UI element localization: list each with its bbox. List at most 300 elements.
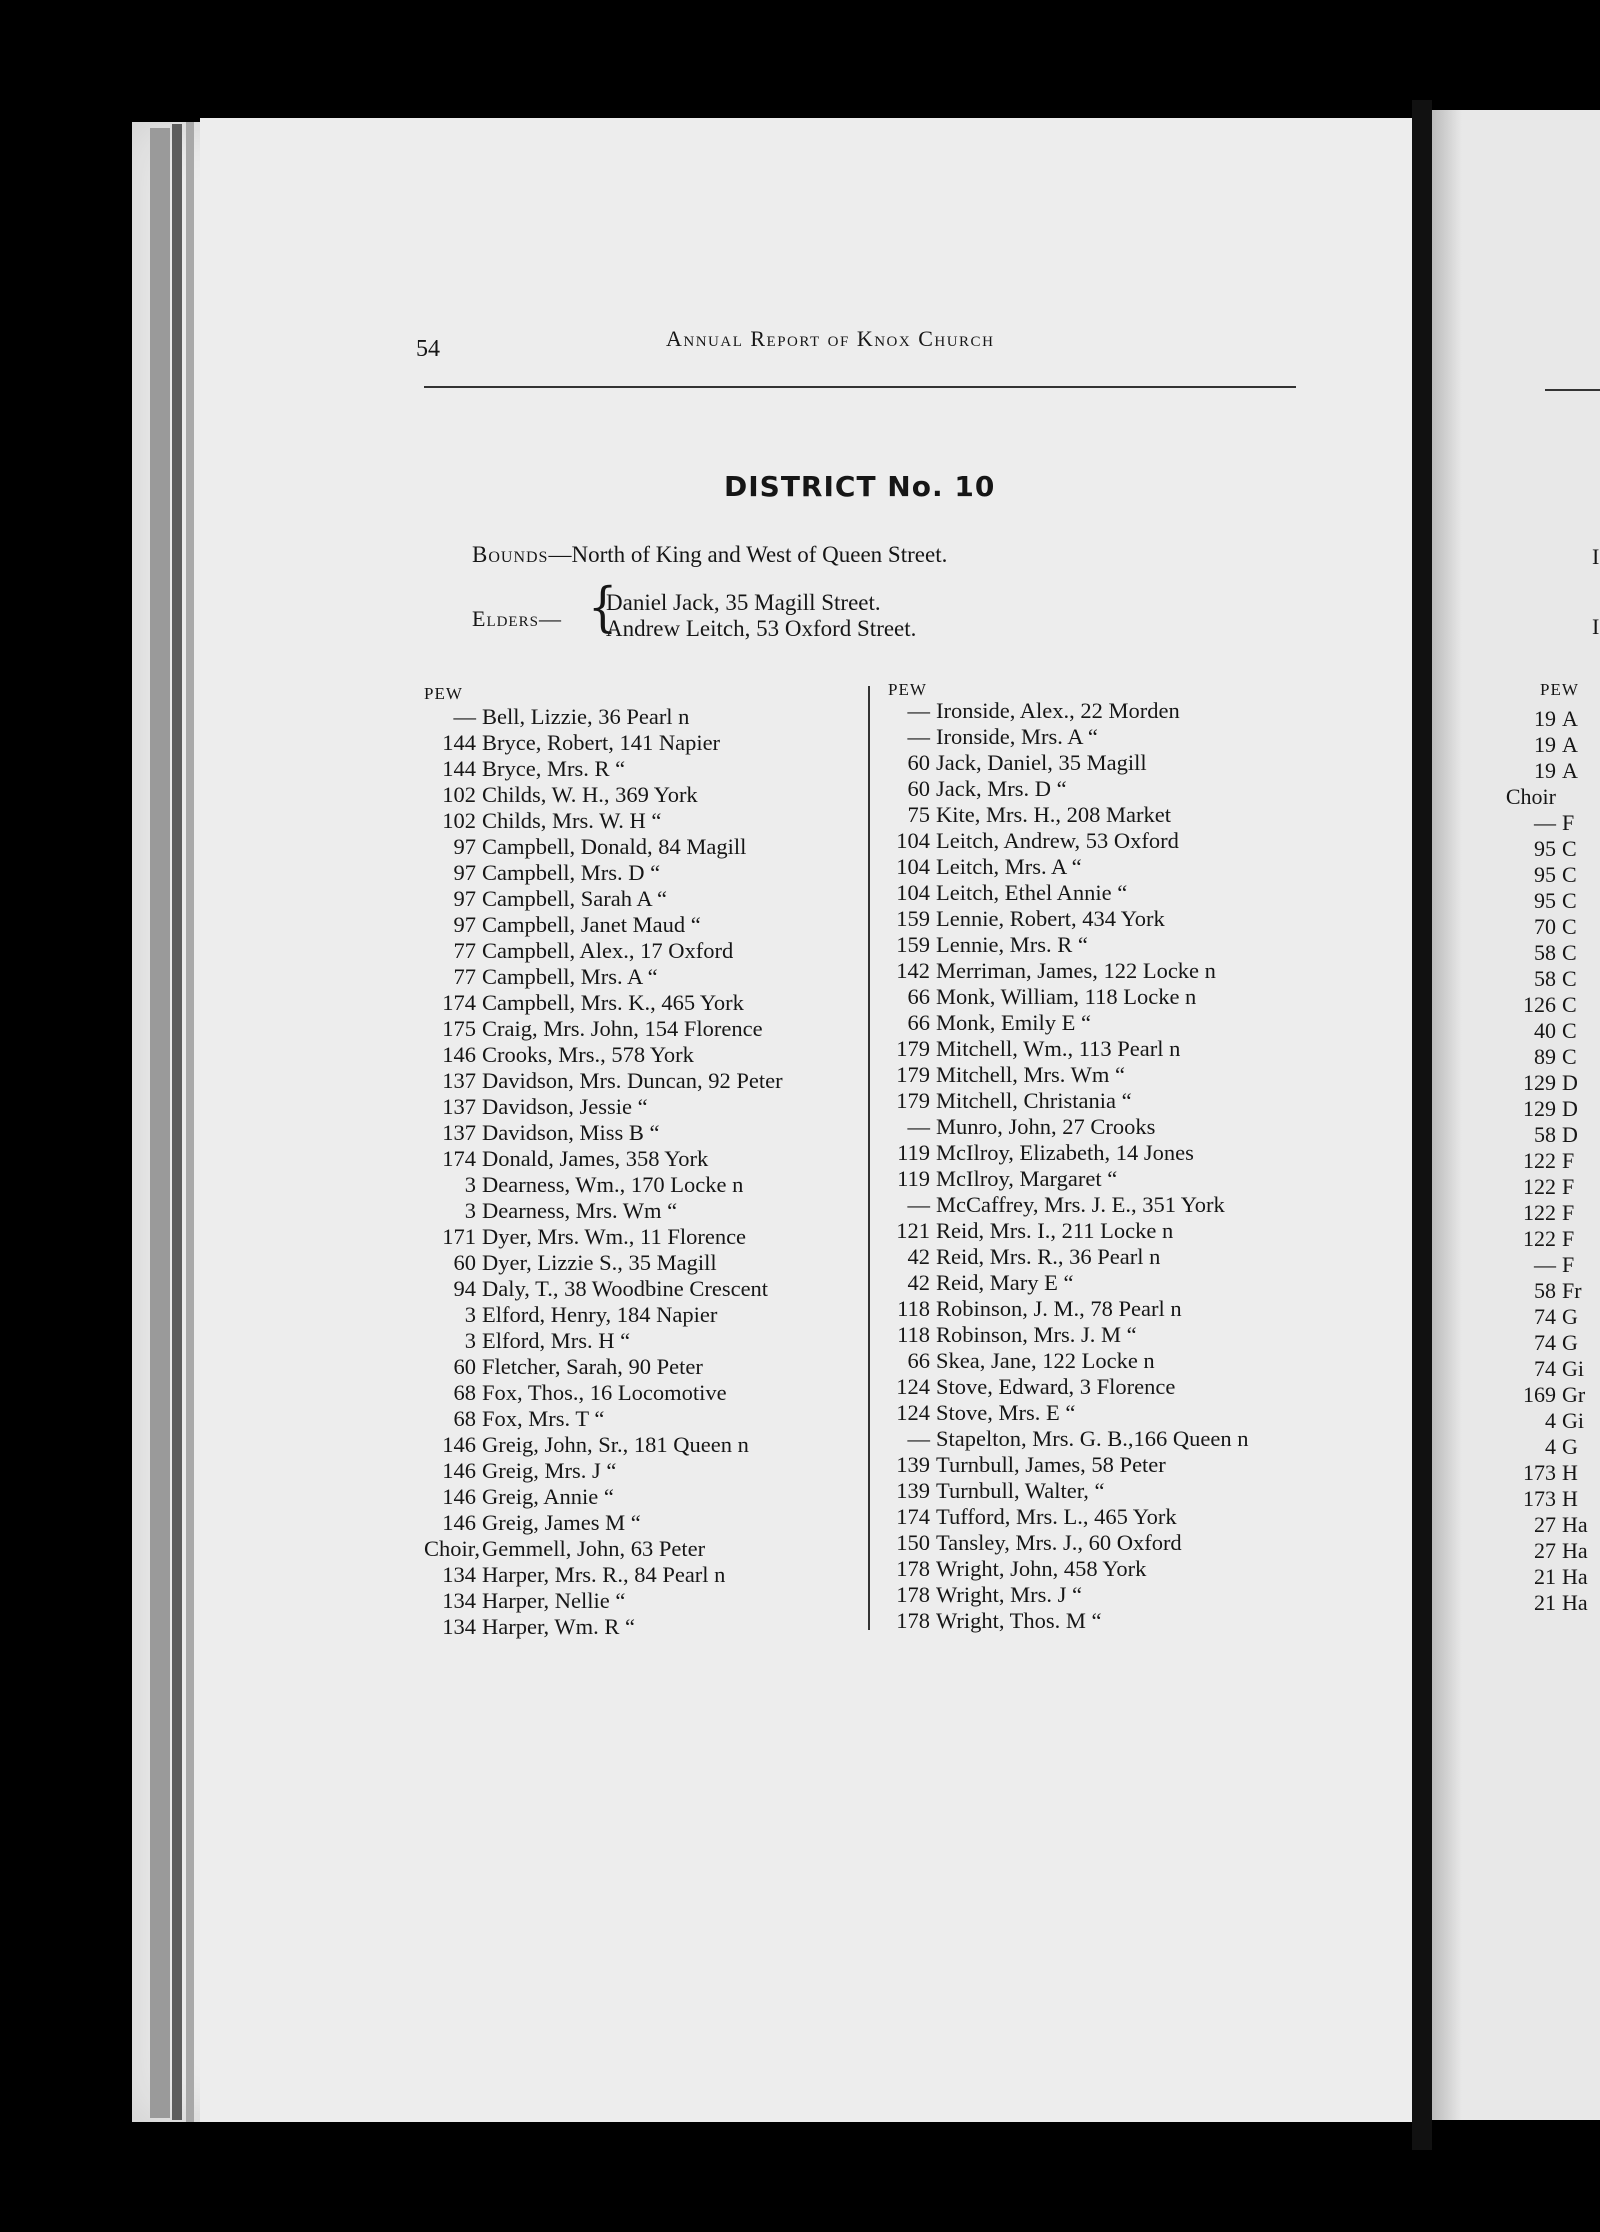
list-item [878,1504,1318,1530]
list-item [878,1478,1318,1504]
pew-number: 119 [897,1140,930,1165]
running-head: Annual Report of Knox Church [666,326,995,351]
pew-number: 174 [442,990,476,1015]
list-item [1498,1382,1600,1408]
list-item [424,1276,864,1302]
member-name: Campbell, Janet Maud “ [482,912,701,937]
list-item [1498,1174,1600,1200]
pew-number: 66 [907,984,930,1009]
pew-number: 139 [896,1478,930,1503]
pew-number: 3 [464,1328,476,1353]
member-name: Skea, Jane, 122 Locke n [936,1348,1155,1373]
pew-number: 68 [453,1380,476,1405]
pew-number: 118 [897,1296,930,1321]
pew-number: 178 [896,1582,930,1607]
pew-number: 102 [442,782,476,807]
member-name: F [1562,1200,1575,1225]
list-item [1498,836,1600,862]
member-name: C [1562,940,1577,965]
elders-list [606,590,916,642]
member-name: D [1562,1096,1578,1121]
elders-label: Elders— [472,606,562,631]
member-name: C [1562,836,1577,861]
list-item [878,1218,1318,1244]
pew-number: 159 [896,932,930,957]
pew-number: 146 [442,1458,476,1483]
list-item [1498,1148,1600,1174]
elder-entry: Andrew Leitch, 53 Oxford Street. [606,616,917,641]
member-name: Bryce, Robert, 141 Napier [482,730,721,755]
pew-number: 70 [1534,914,1556,939]
member-name: F [1562,1174,1575,1199]
list-item [878,1192,1318,1218]
member-name: Monk, Emily E “ [936,1010,1091,1035]
pew-number: 104 [896,880,930,905]
pew-number: — [907,1192,930,1217]
list-item [878,1374,1318,1400]
list-item [1498,1122,1600,1148]
page-shadow [1432,110,1462,2120]
bounds-text: —North of King and West of Queen Street. [548,542,948,567]
pew-number: 3 [464,1302,476,1327]
list-item [424,860,864,886]
member-name: Mitchell, Mrs. Wm “ [936,1062,1125,1087]
list-item [1498,966,1600,992]
member-name: A [1562,758,1578,783]
member-name: Reid, Mrs. I., 211 Locke n [936,1218,1174,1243]
bounds-label: Bounds [472,542,549,567]
member-name: Wright, Mrs. J “ [936,1582,1082,1607]
pew-header-right: PEW [888,680,927,699]
pew-number: 173 [1523,1460,1556,1485]
list-item [424,1354,864,1380]
member-name: Campbell, Alex., 17 Oxford [482,938,734,963]
pew-number: 27 [1534,1538,1556,1563]
pew-number: 19 [1534,706,1556,731]
list-item [878,1348,1318,1374]
brace-icon: { [588,575,618,639]
list-item [878,1088,1318,1114]
list-item [1498,732,1600,758]
list-item [878,1296,1318,1322]
district-title: DISTRICT No. 10 [724,470,996,503]
member-name: Turnbull, Walter, “ [936,1478,1105,1503]
member-name: Leitch, Mrs. A “ [936,854,1082,879]
member-name: Tansley, Mrs. J., 60 Oxford [936,1530,1182,1555]
pew-number: 95 [1534,862,1556,887]
list-item [424,1458,864,1484]
list-item [424,1380,864,1406]
member-name: Craig, Mrs. John, 154 Florence [482,1016,763,1041]
list-item [878,1530,1318,1556]
pew-number: 60 [907,776,930,801]
list-item [424,756,864,782]
pew-number: 95 [1534,888,1556,913]
member-name: Elford, Mrs. H “ [482,1328,631,1353]
list-item [878,828,1318,854]
pew-number: 58 [1534,1122,1556,1147]
pew-number: 58 [1534,1278,1556,1303]
pew-number: 134 [442,1588,476,1613]
left-column-entries [424,704,864,1640]
list-item [878,1036,1318,1062]
list-item [424,1328,864,1354]
list-item [878,1140,1318,1166]
list-item [1498,1096,1600,1122]
pew-number: — [1534,1252,1556,1277]
member-name: Merriman, James, 122 Locke n [936,958,1216,983]
list-item [424,1432,864,1458]
member-name: G [1562,1330,1578,1355]
pew-number: 77 [453,964,476,989]
pew-number: 74 [1534,1356,1556,1381]
list-item [878,958,1318,984]
member-name: Robinson, J. M., 78 Pearl n [936,1296,1182,1321]
list-item [1498,862,1600,888]
pew-number: 77 [453,938,476,963]
member-name: Lennie, Mrs. R “ [936,932,1088,957]
list-item [878,1270,1318,1296]
list-item [1498,888,1600,914]
facing-page-entries [1498,706,1600,1616]
list-item [878,802,1318,828]
facing-page-rule [1545,389,1600,391]
pew-number: 144 [442,730,476,755]
member-name: McIlroy, Margaret “ [936,1166,1118,1191]
pew-number: 94 [453,1276,476,1301]
list-item [878,1608,1318,1634]
pew-number: 129 [1523,1070,1556,1095]
pew-number: — [907,1426,930,1451]
member-name: Campbell, Sarah A “ [482,886,667,911]
list-item [1498,1278,1600,1304]
member-name: H [1562,1460,1578,1485]
list-item [424,1172,864,1198]
member-name: Lennie, Robert, 434 York [936,906,1165,931]
member-name: Campbell, Mrs. K., 465 York [482,990,744,1015]
pew-number: 19 [1534,758,1556,783]
facing-page-letter: I [1592,614,1600,639]
member-name: Leitch, Ethel Annie “ [936,880,1128,905]
pew-number: 21 [1534,1590,1556,1615]
member-name: Gi [1562,1356,1584,1381]
member-name: Childs, W. H., 369 York [482,782,698,807]
list-item [1498,1044,1600,1070]
member-name: A [1562,706,1578,731]
pew-number: 178 [896,1556,930,1581]
member-name: Monk, William, 118 Locke n [936,984,1197,1009]
pew-number: 66 [907,1348,930,1373]
list-item [1498,1252,1600,1278]
list-item [1498,1356,1600,1382]
member-name: Bryce, Mrs. R “ [482,756,626,781]
pew-number: 95 [1534,836,1556,861]
list-item [1498,1460,1600,1486]
page-edge [172,124,182,2120]
header-rule [424,386,1296,388]
list-item [424,1406,864,1432]
list-item [424,964,864,990]
pew-number: 139 [896,1452,930,1477]
pew-number: — [907,698,930,723]
list-item [1498,810,1600,836]
pew-number: 134 [442,1614,476,1639]
member-name: Harper, Wm. R “ [482,1614,636,1639]
list-item [1498,706,1600,732]
pew-number: 97 [453,860,476,885]
pew-number: 171 [442,1224,476,1249]
member-name: Turnbull, James, 58 Peter [936,1452,1166,1477]
member-name: Fletcher, Sarah, 90 Peter [482,1354,703,1379]
pew-number: 21 [1534,1564,1556,1589]
pew-number: 40 [1534,1018,1556,1043]
member-name: Mitchell, Christania “ [936,1088,1132,1113]
pew-number: 4 [1545,1434,1556,1459]
pew-number: 134 [442,1562,476,1587]
list-item [878,1062,1318,1088]
member-name: D [1562,1070,1578,1095]
member-name: Harper, Mrs. R., 84 Pearl n [482,1562,726,1587]
right-column-entries [878,698,1318,1634]
member-name: McIlroy, Elizabeth, 14 Jones [936,1140,1194,1165]
list-item [878,854,1318,880]
member-name: C [1562,1044,1577,1069]
member-name: Daly, T., 38 Woodbine Crescent [482,1276,769,1301]
pew-number: 19 [1534,732,1556,757]
list-item [424,1198,864,1224]
pew-number: Choir, [424,1536,480,1561]
bounds-line [472,542,947,568]
pew-header-left: PEW [424,684,463,703]
facing-page-pew-header: PEW [1540,680,1579,699]
list-item [1498,992,1600,1018]
pew-number: 74 [1534,1304,1556,1329]
list-item [878,880,1318,906]
member-name: Harper, Nellie “ [482,1588,626,1613]
list-item [424,1042,864,1068]
member-name: Greig, Annie “ [482,1484,614,1509]
list-item [1498,758,1600,784]
page-number: 54 [416,336,440,362]
list-item [878,1582,1318,1608]
list-item [424,990,864,1016]
list-item [878,1166,1318,1192]
list-item [424,912,864,938]
pew-number: 146 [442,1042,476,1067]
list-item [424,938,864,964]
pew-number: 122 [1523,1226,1556,1251]
pew-number: 179 [896,1062,930,1087]
member-name: F [1562,1226,1575,1251]
elder-entry: Daniel Jack, 35 Magill Street. [606,590,881,615]
member-name: Greig, John, Sr., 181 Queen n [482,1432,749,1457]
pew-number: 146 [442,1510,476,1535]
member-name: A [1562,732,1578,757]
list-item [1498,1538,1600,1564]
pew-number: 126 [1523,992,1556,1017]
pew-number: 118 [897,1322,930,1347]
list-item [424,1484,864,1510]
list-item [424,1250,864,1276]
list-item [878,906,1318,932]
pew-number: 75 [907,802,930,827]
list-item [424,1588,864,1614]
list-item [1498,1226,1600,1252]
pew-number: 60 [907,750,930,775]
member-name: C [1562,1018,1577,1043]
member-name: Munro, John, 27 Crooks [936,1114,1156,1139]
member-name: H [1562,1486,1578,1511]
pew-number: 137 [442,1068,476,1093]
list-item [878,698,1318,724]
pew-number: 66 [907,1010,930,1035]
pew-number: 42 [907,1270,930,1295]
facing-page-letter: I [1592,544,1600,569]
pew-number: 97 [453,834,476,859]
list-item [424,1146,864,1172]
member-name: Gr [1562,1382,1586,1407]
list-item [424,1510,864,1536]
pew-number: 122 [1523,1148,1556,1173]
member-name: Wright, Thos. M “ [936,1608,1102,1633]
member-name: Ironside, Mrs. A “ [936,724,1098,749]
pew-number: 60 [453,1354,476,1379]
pew-number: 169 [1523,1382,1556,1407]
list-item [1498,1304,1600,1330]
member-name: Fox, Mrs. T “ [482,1406,605,1431]
list-item [878,1556,1318,1582]
member-name: Elford, Henry, 184 Napier [482,1302,718,1327]
member-name: Fox, Thos., 16 Locomotive [482,1380,727,1405]
list-item [424,886,864,912]
list-item [1498,940,1600,966]
page-edge [186,122,194,2122]
member-name: Tufford, Mrs. L., 465 York [936,1504,1177,1529]
pew-number: 97 [453,912,476,937]
pew-number: 104 [896,854,930,879]
list-item [424,1562,864,1588]
pew-number: 3 [464,1172,476,1197]
list-item [424,782,864,808]
member-name: Reid, Mary E “ [936,1270,1074,1295]
member-name: F [1562,1252,1575,1277]
member-name: Ha [1562,1590,1588,1615]
page-edge [150,128,170,2118]
member-name: Reid, Mrs. R., 36 Pearl n [936,1244,1161,1269]
member-name: Dearness, Mrs. Wm “ [482,1198,678,1223]
list-item [424,1614,864,1640]
pew-number: — [907,1114,930,1139]
list-item [424,1068,864,1094]
list-item [878,776,1318,802]
member-name: Fr [1562,1278,1582,1303]
member-name: Dearness, Wm., 170 Locke n [482,1172,744,1197]
member-name: Jack, Daniel, 35 Magill [936,750,1147,775]
list-item [1498,1018,1600,1044]
pew-number: 74 [1534,1330,1556,1355]
pew-number: 174 [896,1504,930,1529]
member-name: C [1562,862,1577,887]
pew-number: 122 [1523,1200,1556,1225]
pew-number: Choir [1505,784,1556,809]
member-name: Childs, Mrs. W. H “ [482,808,662,833]
member-name: F [1562,1148,1575,1173]
pew-number: 150 [896,1530,930,1555]
pew-number: 137 [442,1094,476,1119]
member-name: Ha [1562,1564,1588,1589]
member-name [1562,784,1600,810]
member-name: Leitch, Andrew, 53 Oxford [936,828,1179,853]
pew-number: 179 [896,1088,930,1113]
list-item [878,1400,1318,1426]
member-name: Campbell, Donald, 84 Magill [482,834,747,859]
member-name: Ha [1562,1512,1588,1537]
member-name: Ha [1562,1538,1588,1563]
member-name: Bell, Lizzie, 36 Pearl n [482,704,690,729]
pew-number: 121 [896,1218,930,1243]
list-item [878,1322,1318,1348]
pew-number: 159 [896,906,930,931]
pew-number: 60 [453,1250,476,1275]
list-item [1498,1408,1600,1434]
member-name: Greig, James M “ [482,1510,641,1535]
pew-number: 142 [896,958,930,983]
member-name: Mitchell, Wm., 113 Pearl n [936,1036,1181,1061]
member-name: Dyer, Lizzie S., 35 Magill [482,1250,717,1275]
list-item [1498,1434,1600,1460]
list-item [878,932,1318,958]
member-name: Davidson, Mrs. Duncan, 92 Peter [482,1068,783,1093]
list-item [424,1016,864,1042]
member-name: Kite, Mrs. H., 208 Market [936,802,1171,827]
column-divider [868,686,870,1630]
member-name: Gi [1562,1408,1584,1433]
pew-number: 89 [1534,1044,1556,1069]
list-item [878,724,1318,750]
pew-number: 124 [896,1374,930,1399]
member-name: Donald, James, 358 York [482,1146,709,1171]
member-name: C [1562,966,1577,991]
member-name: Ironside, Alex., 22 Morden [936,698,1180,723]
member-name: Stove, Edward, 3 Florence [936,1374,1176,1399]
pew-number: 119 [897,1166,930,1191]
list-item [1498,1486,1600,1512]
pew-number: 178 [896,1608,930,1633]
list-item [424,808,864,834]
pew-number: 175 [442,1016,476,1041]
pew-number: 173 [1523,1486,1556,1511]
pew-number: — [453,704,476,729]
list-item [878,1114,1318,1140]
pew-number: 174 [442,1146,476,1171]
pew-number: 42 [907,1244,930,1269]
member-name: G [1562,1304,1578,1329]
member-name: Dyer, Mrs. Wm., 11 Florence [482,1224,747,1249]
member-name: C [1562,888,1577,913]
pew-number: 3 [464,1198,476,1223]
pew-number: 58 [1534,940,1556,965]
list-item [878,1010,1318,1036]
list-item [878,1244,1318,1270]
member-name: Campbell, Mrs. A “ [482,964,658,989]
pew-number: 68 [453,1406,476,1431]
list-item [1498,1512,1600,1538]
pew-number: 122 [1523,1174,1556,1199]
pew-number: 137 [442,1120,476,1145]
list-item [1498,1070,1600,1096]
pew-number: 27 [1534,1512,1556,1537]
list-item [1498,1200,1600,1226]
